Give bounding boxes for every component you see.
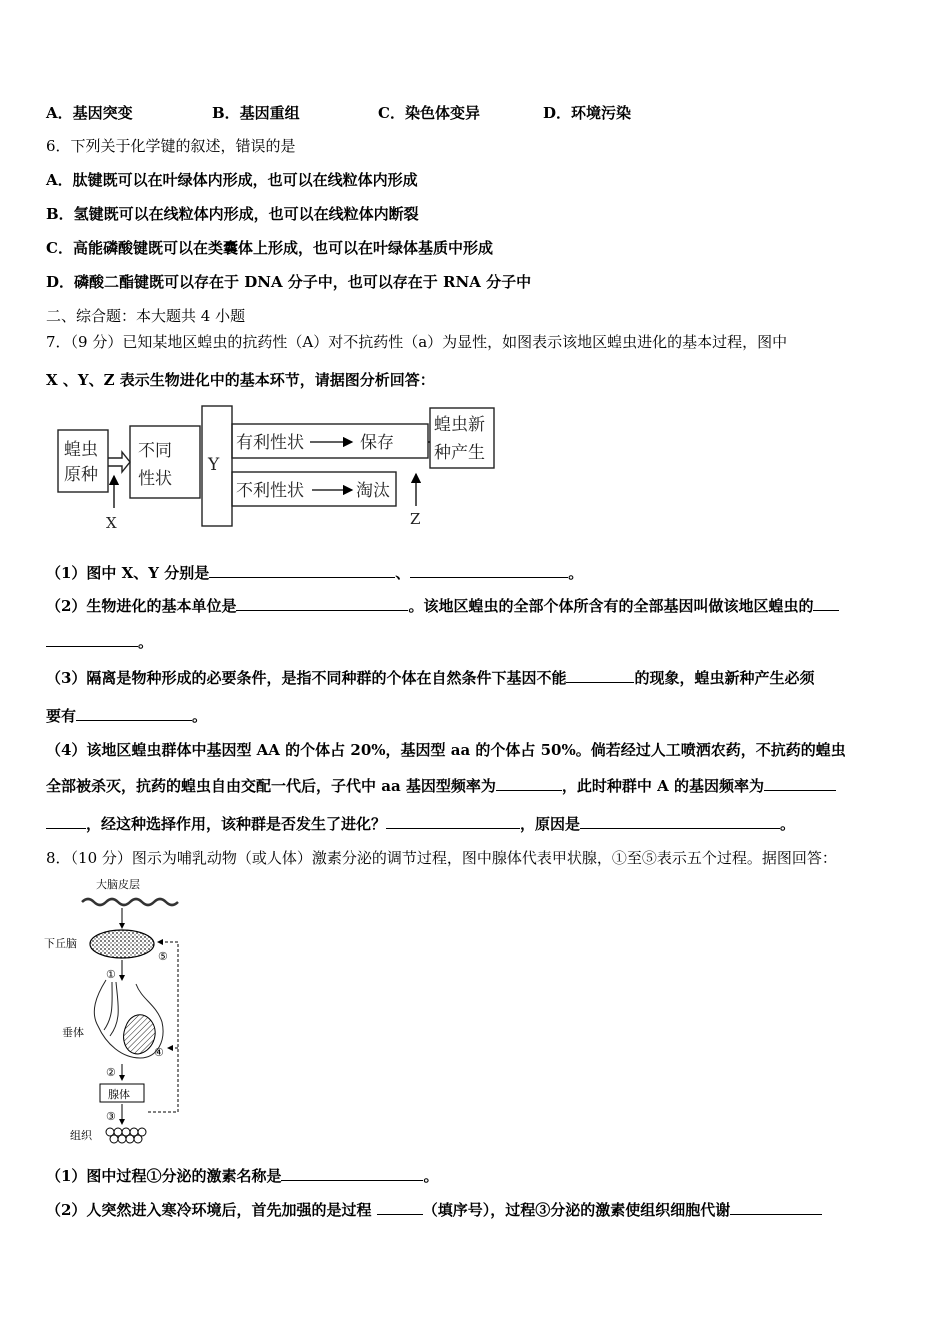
q7-stem-line2: X 、Y、Z 表示生物进化中的基本环节，请据图分析回答： [46,371,435,389]
q7-evolution-diagram [50,400,510,535]
diagram-new-2: 种产生 [434,443,485,463]
q8-part2 [46,1200,822,1220]
q7-part1 [46,563,583,583]
diagram-x: X [106,514,117,532]
diagram-new-1: 蝗虫新 [434,415,485,435]
q6-option-b: B．氢键既可以在线粒体内形成，也可以在线粒体内断裂 [46,205,419,223]
q7-part4-line3 [46,814,795,834]
q6-option-c: C．高能磷酸键既可以在类囊体上形成，也可以在叶绿体基质中形成 [46,239,493,257]
q7-part1-sep: 、 [395,564,411,582]
q8-label-n2: ② [106,1066,116,1079]
q7-blank-genepool-b[interactable] [46,632,138,647]
q8-label-gland: 腺体 [108,1088,130,1101]
q7-blank-aa-freq[interactable] [496,776,562,791]
q7-blank-y[interactable] [410,563,568,578]
diagram-unfavorable: 不利性状 [236,481,304,501]
q8-part2-text: （2）人突然进入寒冷环境后，首先加强的是过程 [46,1201,372,1219]
diagram-favorable: 有利性状 [236,433,304,453]
q7-blank-a-freq-a[interactable] [764,776,836,791]
diagram-original-1: 蝗虫 [64,440,98,460]
diagram-z: Z [410,510,421,528]
q6-stem: 6．下列关于化学键的叙述，错误的是 [46,137,296,155]
diagram-eliminate: 淘汰 [356,481,390,501]
q7-part4-line1: （4）该地区蝗虫群体中基因型 AA 的个体占 20%，基因型 aa 的个体占 50%。倘若经过人工喷洒农药，不抗药的蝗虫 [46,741,846,759]
diagram-diff-1: 不同 [138,441,172,461]
q7-blank-reason[interactable] [580,814,780,829]
q6-option-d: D．磷酸二酯键既可以存在于 DNA 分子中，也可以存在于 RNA 分子中 [46,273,532,291]
q7-part4-text2: ，此时种群中 A 的基因频率为 [561,777,764,795]
q8-stem: 8．（10 分）图示为哺乳动物（或人体）激素分泌的调节过程，图中腺体代表甲状腺，①至⑤表示五个过程。据图回答： [46,849,837,867]
q8-label-n3: ③ [106,1110,116,1123]
q7-part2-text2: 。该地区蝗虫的全部个体所含有的全部基因叫做该地区蝗虫的 [408,597,814,615]
q7-part1-end: 。 [568,564,584,582]
q8-label-hypothalamus: 下丘脑 [44,937,77,950]
q7-part3-cont [46,706,207,726]
q7-blank-isolation[interactable] [76,706,192,721]
q7-part4-text3: ，经这种选择作用，该种群是否发生了进化？ [86,815,387,833]
q7-part3-text: （3）隔离是物种形成的必要条件，是指不同种群的个体在自然条件下基因不能 [46,669,567,687]
q8-label-cortex: 大脑皮层 [96,878,140,891]
q7-part3-end: 。 [192,707,208,725]
q8-label-n4: ④ [154,1046,164,1059]
q7-blank-exchange[interactable] [566,668,634,683]
q5-option-a: A．基因突变 [46,104,133,122]
q8-part2-text2: （填序号），过程③分泌的激素使组织细胞代谢 [422,1201,731,1219]
q7-part4-end: 。 [780,815,796,833]
diagram-diff-2: 性状 [138,469,172,489]
q7-part3-text2: 的现象，蝗虫新种产生必须 [634,669,815,687]
q7-part4-text: 全部被杀灭，抗药的蝗虫自由交配一代后，子代中 aa 基因型频率为 [46,777,496,795]
q8-label-n1: ① [106,968,116,981]
q5-option-b: B．基因重组 [212,104,300,122]
q7-part1-text: （1）图中 X、Y 分别是 [46,564,210,582]
q7-part2-cont [46,632,153,652]
q7-part3-text3: 要有 [46,707,77,725]
section-heading: 二、综合题：本大题共 4 小题 [46,307,246,325]
q7-part4-text4: ，原因是 [520,815,581,833]
q7-blank-unit[interactable] [236,596,408,611]
diagram-y: Y [208,455,220,475]
q8-label-tissue: 组织 [70,1129,92,1142]
q8-part1-text: （1）图中过程①分泌的激素名称是 [46,1167,282,1185]
diagram-original-2: 原种 [64,465,98,485]
q8-part1 [46,1166,438,1186]
q7-part2-text: （2）生物进化的基本单位是 [46,597,237,615]
q6-option-a: A．肽键既可以在叶绿体内形成，也可以在线粒体内形成 [46,171,418,189]
q8-label-pituitary: 垂体 [62,1026,84,1039]
q7-blank-x[interactable] [209,563,395,578]
q7-blank-a-freq-b[interactable] [46,814,86,829]
q5-option-c: C．染色体变异 [378,104,480,122]
diagram-keep: 保存 [360,433,394,453]
q7-part2-end: 。 [138,633,154,651]
q7-blank-evolved[interactable] [386,814,520,829]
q7-part4-line2 [46,776,836,796]
q7-stem-line1: 7．（9 分）已知某地区蝗虫的抗药性（A）对不抗药性（a）为显性，如图表示该地区蝗虫进化的基本过程，图中 [46,333,788,351]
q5-option-d: D．环境污染 [543,104,632,122]
q8-hormone-diagram [40,876,200,1148]
q8-blank-metabolism[interactable] [730,1200,822,1215]
q8-blank-process[interactable] [377,1200,423,1215]
q7-part2 [46,596,839,616]
q8-part1-end: 。 [423,1167,439,1185]
q7-part3 [46,668,814,688]
q8-blank-hormone[interactable] [281,1166,423,1181]
q8-label-n5: ⑤ [158,950,168,963]
q7-blank-genepool-a[interactable] [813,596,839,611]
